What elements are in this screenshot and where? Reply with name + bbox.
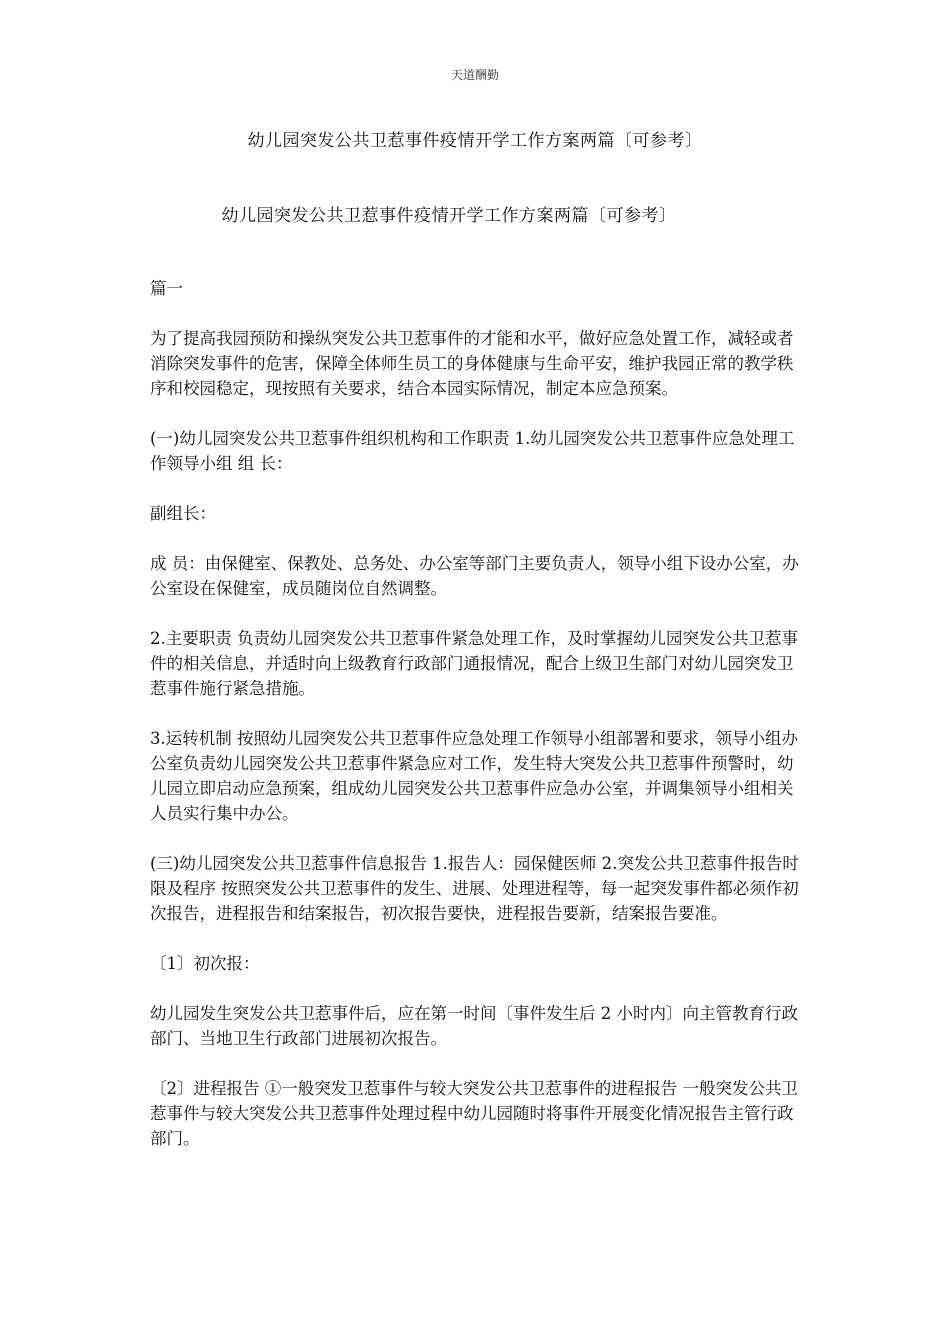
paragraph-initial-report: 幼儿园发生突发公共卫惹事件后，应在第一时间〔事件发生后 2 小时内〕向主管教育行政部门、当地卫生行政部门进展初次报告。 (150, 1004, 798, 1048)
document-title: 幼儿园突发公共卫惹事件疫情开学工作方案两篇〔可参考〕 (247, 131, 703, 151)
document-subtitle: 幼儿园突发公共卫惹事件疫情开学工作方案两篇〔可参考〕 (221, 206, 677, 226)
paragraph-main-duties: 2.主要职责 负责幼儿园突发公共卫惹事件紧急处理工作，及时掌握幼儿园突发公共卫惹事件的相关信息，并适时向上级教育行政部门通报情况，配合上级卫生部门对幼儿园突发卫惹事件施行紧急措施。 (150, 629, 798, 698)
section-heading: 篇一 (150, 279, 183, 298)
paragraph-operation-mechanism: 3.运转机制 按照幼儿园突发公共卫惹事件应急处理工作领导小组部署和要求，领导小组办公室负责幼儿园突发公共卫惹事件紧急应对工作，发生特大突发公共卫惹事件预警时，幼儿园立即启动应急预案，组成幼儿园突发公共卫惹事件应急办公室，并调集领导小组相关人员实行集中办公。 (150, 729, 798, 823)
paragraph-progress-report: 〔2〕进程报告 ①一般突发卫惹事件与较大突发公共卫惹事件的进程报告 一般突发公共卫惹事件与较大突发公共卫惹事件处理过程中幼儿园随时将事件开展变化情况报告主管行政部门。 (150, 1079, 798, 1148)
paragraph-organization: (一)幼儿园突发公共卫惹事件组织机构和工作职责 1.幼儿园突发公共卫惹事件应急处理工作领导小组 组 长： (150, 429, 795, 473)
document-body (150, 276, 800, 1176)
paragraph-intro: 为了提高我园预防和操纵突发公共卫惹事件的才能和水平，做好应急处置工作，减轻或者消除突发事件的危害，保障全体师生员工的身体健康与生命平安，维护我园正常的教学秩序和校园稳定，现按照有关要求，结合本园实际情况，制定本应急预案。 (150, 329, 794, 398)
page-header: 天道酬勤 (450, 68, 499, 82)
paragraph-deputy-leader: 副组长： (150, 504, 216, 523)
paragraph-initial-report-heading: 〔1〕初次报： (150, 954, 260, 973)
paragraph-members: 成 员：由保健室、保教处、总务处、办公室等部门主要负责人，领导小组下设办公室，办公室设在保健室，成员随岗位自然调整。 (150, 554, 799, 598)
paragraph-info-report: (三)幼儿园突发公共卫惹事件信息报告 1.报告人：园保健医师 2.突发公共卫惹事件报告时限及程序 按照突发公共卫惹事件的发生、进展、处理进程等，每一起突发事件都必须作初次报告，进程报告和结案报告，初次报告要快，进程报告要新，结案报告要准。 (150, 854, 799, 923)
